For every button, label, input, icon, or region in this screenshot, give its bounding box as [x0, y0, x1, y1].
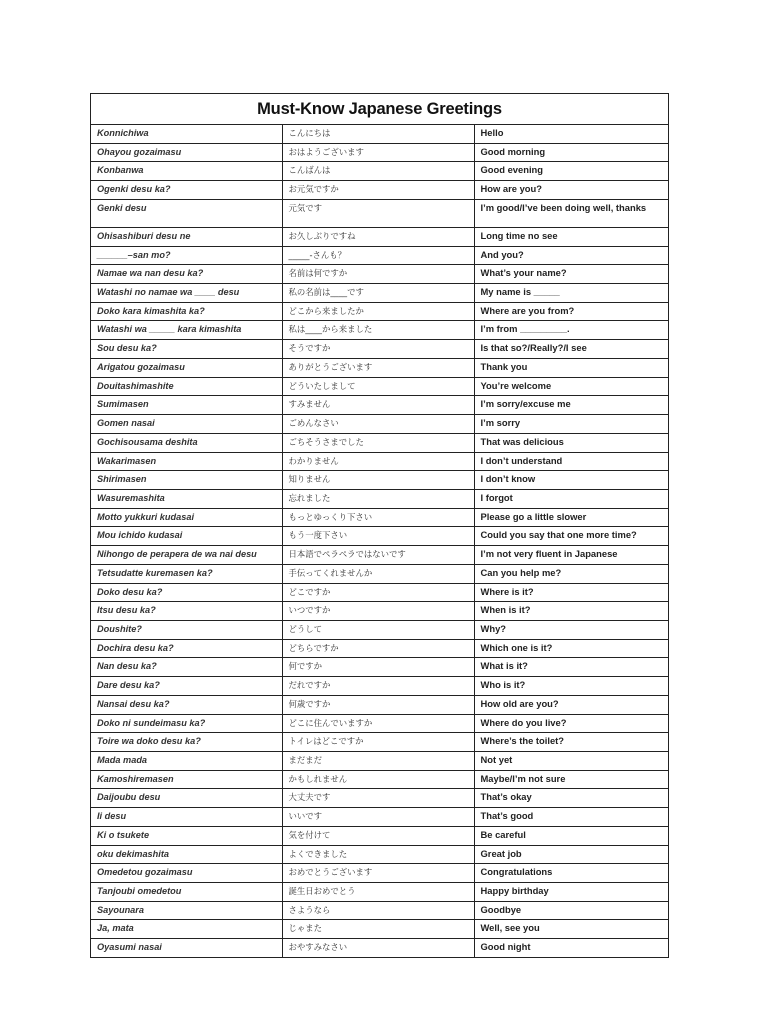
japanese-cell: 知りません	[282, 471, 474, 490]
romaji-cell: Nihongo de perapera de wa nai desu	[91, 546, 282, 565]
romaji-cell: Ohayou gozaimasu	[91, 143, 282, 162]
japanese-cell: どういたしまして	[282, 377, 474, 396]
japanese-cell: 日本語でペラペラではないです	[282, 546, 474, 565]
english-cell: Great job	[474, 845, 668, 864]
japanese-cell: おやすみなさい	[282, 939, 474, 957]
romaji-cell: Doushite?	[91, 620, 282, 639]
table-row	[91, 125, 668, 143]
table-row	[91, 358, 668, 377]
japanese-cell: ごめんなさい	[282, 415, 474, 434]
japanese-cell: お久しぶりですね	[282, 227, 474, 246]
romaji-cell: Dochira desu ka?	[91, 639, 282, 658]
romaji-cell: Kamoshiremasen	[91, 770, 282, 789]
table-row	[91, 733, 668, 752]
romaji-cell: Sayounara	[91, 901, 282, 920]
japanese-cell: わかりません	[282, 452, 474, 471]
english-cell: My name is _____	[474, 284, 668, 303]
japanese-cell: ごちそうさまでした	[282, 433, 474, 452]
english-cell: Where is it?	[474, 583, 668, 602]
english-cell: Maybe/I’m not sure	[474, 770, 668, 789]
romaji-cell: Doko ni sundeimasu ka?	[91, 714, 282, 733]
japanese-cell: どこに住んでいますか	[282, 714, 474, 733]
table-row	[91, 789, 668, 808]
romaji-cell: Genki desu	[91, 199, 282, 227]
romaji-cell: Namae wa nan desu ka?	[91, 265, 282, 284]
english-cell: I forgot	[474, 489, 668, 508]
romaji-cell: Shirimasen	[91, 471, 282, 490]
table-row	[91, 321, 668, 340]
romaji-cell: Doko desu ka?	[91, 583, 282, 602]
table-row	[91, 639, 668, 658]
table-row	[91, 471, 668, 490]
table-row	[91, 433, 668, 452]
japanese-cell: もう一度下さい	[282, 527, 474, 546]
japanese-cell: そうですか	[282, 340, 474, 359]
english-cell: That’s okay	[474, 789, 668, 808]
romaji-cell: Gochisousama deshita	[91, 433, 282, 452]
romaji-cell: Doko kara kimashita ka?	[91, 302, 282, 321]
english-cell: That’s good	[474, 808, 668, 827]
english-cell: Where are you from?	[474, 302, 668, 321]
english-cell: Is that so?/Really?/I see	[474, 340, 668, 359]
japanese-cell: _____-さんも？	[282, 246, 474, 265]
greetings-table	[91, 125, 668, 957]
english-cell: Hello	[474, 125, 668, 143]
table-row	[91, 284, 668, 303]
english-cell: Can you help me?	[474, 564, 668, 583]
romaji-cell: Nansai desu ka?	[91, 695, 282, 714]
japanese-cell: ありがとうございます	[282, 358, 474, 377]
japanese-cell: 名前は何ですか	[282, 265, 474, 284]
english-cell: Who is it?	[474, 677, 668, 696]
table-row	[91, 246, 668, 265]
japanese-cell: 何ですか	[282, 658, 474, 677]
japanese-cell: 誕生日おめでとう	[282, 883, 474, 902]
english-cell: Good morning	[474, 143, 668, 162]
japanese-cell: どちらですか	[282, 639, 474, 658]
table-row	[91, 162, 668, 181]
japanese-cell: 私は____から来ました	[282, 321, 474, 340]
japanese-cell: お元気ですか	[282, 181, 474, 200]
english-cell: Goodbye	[474, 901, 668, 920]
japanese-cell: いつですか	[282, 602, 474, 621]
english-cell: Please go a little slower	[474, 508, 668, 527]
table-row	[91, 714, 668, 733]
japanese-cell: 気を付けて	[282, 826, 474, 845]
romaji-cell: Ogenki desu ka?	[91, 181, 282, 200]
romaji-cell: Nan desu ka?	[91, 658, 282, 677]
romaji-cell: Watashi no namae wa ____ desu	[91, 284, 282, 303]
romaji-cell: Ohisashiburi desu ne	[91, 227, 282, 246]
english-cell: Which one is it?	[474, 639, 668, 658]
romaji-cell: Itsu desu ka?	[91, 602, 282, 621]
english-cell: Long time no see	[474, 227, 668, 246]
table-row	[91, 901, 668, 920]
english-cell: Well, see you	[474, 920, 668, 939]
table-row	[91, 620, 668, 639]
table-row	[91, 583, 668, 602]
table-row	[91, 658, 668, 677]
romaji-cell: Ja, mata	[91, 920, 282, 939]
romaji-cell: Mada mada	[91, 752, 282, 771]
english-cell: Where’s the toilet?	[474, 733, 668, 752]
english-cell: I’m from _________.	[474, 321, 668, 340]
romaji-cell: Konnichiwa	[91, 125, 282, 143]
table-row	[91, 677, 668, 696]
japanese-cell: トイレはどこですか	[282, 733, 474, 752]
japanese-cell: いいです	[282, 808, 474, 827]
romaji-cell: Wakarimasen	[91, 452, 282, 471]
english-cell: That was delicious	[474, 433, 668, 452]
table-row	[91, 826, 668, 845]
english-cell: You’re welcome	[474, 377, 668, 396]
english-cell: Not yet	[474, 752, 668, 771]
english-cell: I’m good/I’ve been doing well, thanks	[474, 199, 668, 227]
table-row	[91, 199, 668, 227]
table-row	[91, 396, 668, 415]
table-row	[91, 770, 668, 789]
table-row	[91, 864, 668, 883]
table-row	[91, 564, 668, 583]
romaji-cell: Dare desu ka?	[91, 677, 282, 696]
japanese-cell: 手伝ってくれませんか	[282, 564, 474, 583]
japanese-cell: かもしれません	[282, 770, 474, 789]
english-cell: How are you?	[474, 181, 668, 200]
table-row	[91, 752, 668, 771]
page-title: Must-Know Japanese Greetings	[257, 99, 502, 118]
english-cell: Thank you	[474, 358, 668, 377]
japanese-cell: よくできました	[282, 845, 474, 864]
japanese-cell: すみません	[282, 396, 474, 415]
romaji-cell: Ii desu	[91, 808, 282, 827]
romaji-cell: Douitashimashite	[91, 377, 282, 396]
table-row	[91, 265, 668, 284]
japanese-cell: おめでとうございます	[282, 864, 474, 883]
english-cell: I’m not very fluent in Japanese	[474, 546, 668, 565]
english-cell: How old are you?	[474, 695, 668, 714]
english-cell: Happy birthday	[474, 883, 668, 902]
romaji-cell: Konbanwa	[91, 162, 282, 181]
japanese-cell: こんにちは	[282, 125, 474, 143]
japanese-cell: 大丈夫です	[282, 789, 474, 808]
english-cell: Where do you live?	[474, 714, 668, 733]
romaji-cell: Sou desu ka?	[91, 340, 282, 359]
romaji-cell: Oyasumi nasai	[91, 939, 282, 957]
table-row	[91, 452, 668, 471]
table-row	[91, 143, 668, 162]
table-row	[91, 340, 668, 359]
table-row	[91, 808, 668, 827]
romaji-cell: Toire wa doko desu ka?	[91, 733, 282, 752]
english-cell: Why?	[474, 620, 668, 639]
english-cell: Be careful	[474, 826, 668, 845]
table-row	[91, 939, 668, 957]
english-cell: Good evening	[474, 162, 668, 181]
table-row	[91, 602, 668, 621]
romaji-cell: Tanjoubi omedetou	[91, 883, 282, 902]
english-cell: Good night	[480, 941, 531, 953]
japanese-cell: じゃまた	[282, 920, 474, 939]
english-cell: I don’t understand	[474, 452, 668, 471]
japanese-cell: 私の名前は____です	[282, 284, 474, 303]
japanese-cell: どこですか	[282, 583, 474, 602]
greetings-table-body	[91, 125, 668, 957]
english-cell: When is it?	[474, 602, 668, 621]
english-cell: Could you say that one more time?	[474, 527, 668, 546]
japanese-cell: どうして	[282, 620, 474, 639]
english-cell: What’s your name?	[474, 265, 668, 284]
table-row	[91, 377, 668, 396]
romaji-cell: ______–san mo?	[91, 246, 282, 265]
table-row	[91, 508, 668, 527]
table-row	[91, 883, 668, 902]
romaji-cell: Tetsudatte kuremasen ka?	[91, 564, 282, 583]
romaji-cell: Daijoubu desu	[91, 789, 282, 808]
romaji-cell: Wasuremashita	[91, 489, 282, 508]
romaji-cell: Mou ichido kudasai	[91, 527, 282, 546]
japanese-cell: どこから来ましたか	[282, 302, 474, 321]
table-row	[91, 695, 668, 714]
table-row	[91, 181, 668, 200]
japanese-cell: だれですか	[282, 677, 474, 696]
title-row	[91, 94, 668, 125]
english-cell: What is it?	[474, 658, 668, 677]
japanese-cell: もっとゆっくり下さい	[282, 508, 474, 527]
table-row	[91, 489, 668, 508]
japanese-cell: 忘れました	[282, 489, 474, 508]
table-row	[91, 546, 668, 565]
english-cell: And you?	[474, 246, 668, 265]
romaji-cell: Sumimasen	[91, 396, 282, 415]
romaji-cell: Arigatou gozaimasu	[91, 358, 282, 377]
english-cell: I don’t know	[474, 471, 668, 490]
table-row	[91, 302, 668, 321]
table-row	[91, 527, 668, 546]
japanese-cell: さようなら	[282, 901, 474, 920]
greetings-table-container	[90, 93, 669, 958]
romaji-cell: Ki o tsukete	[91, 826, 282, 845]
romaji-cell: Gomen nasai	[91, 415, 282, 434]
japanese-cell: おはようございます	[282, 143, 474, 162]
table-row	[91, 845, 668, 864]
romaji-cell: oku dekimashita	[91, 845, 282, 864]
romaji-cell: Motto yukkuri kudasai	[91, 508, 282, 527]
english-cell: I’m sorry/excuse me	[474, 396, 668, 415]
japanese-cell: まだまだ	[282, 752, 474, 771]
english-cell: Congratulations	[474, 864, 668, 883]
table-row	[91, 415, 668, 434]
romaji-cell: Omedetou gozaimasu	[91, 864, 282, 883]
table-row	[91, 920, 668, 939]
english-cell: I’m sorry	[474, 415, 668, 434]
japanese-cell: 何歳ですか	[282, 695, 474, 714]
japanese-cell: こんばんは	[282, 162, 474, 181]
romaji-cell: Watashi wa _____ kara kimashita	[91, 321, 282, 340]
table-row	[91, 227, 668, 246]
japanese-cell: 元気です	[282, 199, 474, 227]
